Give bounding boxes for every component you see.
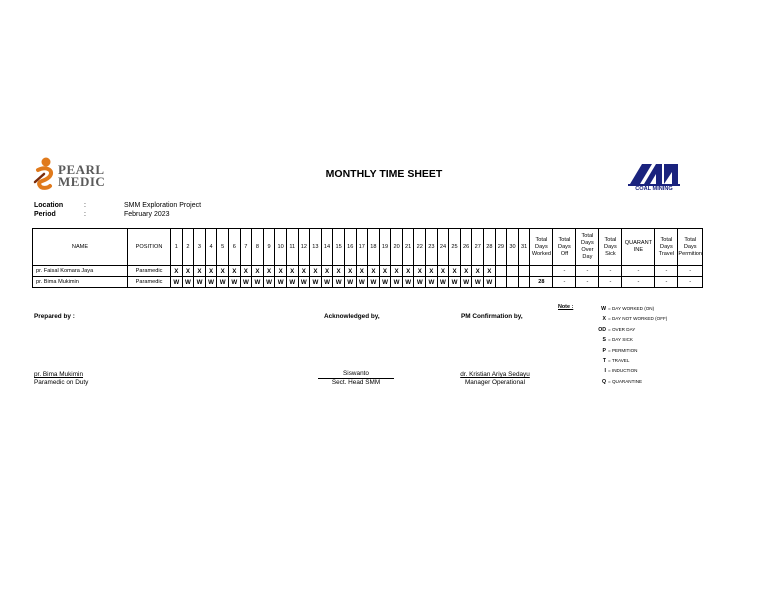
- employee-name-cell: pr. Faisal Komara Jaya: [33, 266, 128, 277]
- pm-role: Manager Operational: [464, 379, 526, 386]
- prepared-by-label: Prepared by :: [34, 313, 75, 320]
- day-column-header: 14: [321, 229, 333, 266]
- total-header-line: INE: [633, 247, 644, 253]
- total-header-line: QUARANT: [624, 240, 653, 246]
- timesheet-table: [32, 228, 703, 288]
- day-column-header: 18: [368, 229, 380, 266]
- day-mark-cell: W: [426, 277, 438, 288]
- day-column-header: 13: [310, 229, 322, 266]
- day-column-header: 27: [472, 229, 484, 266]
- total-value-cell: -: [576, 266, 599, 277]
- day-mark-cell: W: [240, 277, 252, 288]
- total-header-line: Days: [558, 243, 571, 250]
- day-mark-cell: W: [437, 277, 449, 288]
- day-mark-cell: W: [356, 277, 368, 288]
- total-value-cell: -: [678, 277, 703, 288]
- day-mark-cell: X: [321, 266, 333, 277]
- legend-key: I: [604, 368, 606, 375]
- day-mark-cell: X: [252, 266, 264, 277]
- day-mark-cell: [518, 277, 530, 288]
- total-header-line: Total: [558, 236, 571, 243]
- day-mark-cell: [518, 266, 530, 277]
- day-mark-cell: W: [182, 277, 194, 288]
- legend-desc: = DAY WORKED (ON): [608, 306, 655, 311]
- day-mark-cell: W: [460, 277, 472, 288]
- day-mark-cell: W: [286, 277, 298, 288]
- day-column-header: 9: [263, 229, 275, 266]
- total-header-line: Total: [660, 236, 673, 243]
- acknowledged-role: Sect. Head SMM: [331, 379, 381, 386]
- day-mark-cell: W: [321, 277, 333, 288]
- day-mark-cell: W: [228, 277, 240, 288]
- day-column-header: 8: [252, 229, 264, 266]
- period-label: Period: [34, 211, 56, 218]
- logo-line-2: MEDIC: [58, 174, 106, 189]
- day-mark-cell: W: [391, 277, 403, 288]
- day-mark-cell: W: [344, 277, 356, 288]
- legend-key: X: [602, 316, 606, 323]
- total-header-line: Total: [604, 236, 617, 243]
- logo-line-1: PEARL: [58, 162, 105, 177]
- location-colon: :: [84, 202, 86, 209]
- day-column-header: 21: [402, 229, 414, 266]
- name-column-header: NAME: [33, 229, 128, 266]
- day-mark-cell: X: [240, 266, 252, 277]
- day-column-header: 17: [356, 229, 368, 266]
- total-header-line: Total: [581, 233, 594, 239]
- day-mark-cell: W: [449, 277, 461, 288]
- legend-key: OD: [598, 326, 606, 333]
- period-value: February 2023: [124, 211, 170, 218]
- position-cell: Paramedic: [128, 277, 171, 288]
- day-column-header: 1: [171, 229, 183, 266]
- total-header-line: Days: [604, 243, 617, 250]
- total-header-line: Total: [684, 236, 697, 243]
- day-mark-cell: W: [171, 277, 183, 288]
- total-value-cell: -: [576, 277, 599, 288]
- legend-desc: = PERMITION: [608, 347, 638, 353]
- day-column-header: 6: [228, 229, 240, 266]
- total-value-cell: -: [599, 266, 622, 277]
- legend-key: P: [602, 347, 606, 354]
- day-mark-cell: [507, 277, 519, 288]
- legend-key: Q: [601, 378, 606, 385]
- day-column-header: 11: [286, 229, 298, 266]
- day-mark-cell: W: [484, 277, 496, 288]
- day-column-header: 20: [391, 229, 403, 266]
- day-column-header: 15: [333, 229, 345, 266]
- day-mark-cell: [495, 266, 507, 277]
- day-mark-cell: X: [182, 266, 194, 277]
- day-mark-cell: X: [437, 266, 449, 277]
- day-column-header: 4: [205, 229, 217, 266]
- day-column-header: 28: [484, 229, 496, 266]
- day-mark-cell: W: [414, 277, 426, 288]
- legend-desc: = INDUCTION: [608, 368, 638, 374]
- total-header-line: Day: [582, 254, 593, 260]
- table-header-row: [33, 229, 703, 266]
- day-mark-cell: X: [263, 266, 275, 277]
- day-column-header: 23: [426, 229, 438, 266]
- total-value-cell: 28: [530, 277, 553, 288]
- legend-desc: = DAY SICK: [608, 337, 633, 343]
- day-column-header: 3: [194, 229, 206, 266]
- day-mark-cell: X: [344, 266, 356, 277]
- day-mark-cell: X: [310, 266, 322, 277]
- legend-item: [594, 346, 667, 356]
- prepared-role: Paramedic on Duty: [34, 379, 89, 386]
- legend-desc: = OVER DAY: [608, 326, 636, 332]
- day-mark-cell: W: [298, 277, 310, 288]
- total-column-header: [678, 229, 703, 266]
- pm-name: dr. Kristian Ariya Sedayu: [460, 371, 530, 378]
- day-mark-cell: X: [449, 266, 461, 277]
- legend-item: [594, 304, 667, 314]
- day-mark-cell: X: [217, 266, 229, 277]
- day-mark-cell: W: [205, 277, 217, 288]
- day-mark-cell: W: [333, 277, 345, 288]
- day-mark-cell: X: [286, 266, 298, 277]
- day-column-header: 12: [298, 229, 310, 266]
- total-header-line: Permition: [678, 250, 703, 257]
- day-column-header: 31: [518, 229, 530, 266]
- day-mark-cell: X: [484, 266, 496, 277]
- total-value-cell: -: [622, 277, 655, 288]
- total-column-header: [655, 229, 678, 266]
- total-column-header: [622, 229, 655, 266]
- day-mark-cell: X: [391, 266, 403, 277]
- total-value-cell: -: [553, 266, 576, 277]
- total-header-line: Over: [581, 247, 594, 253]
- day-mark-cell: X: [356, 266, 368, 277]
- logo-caption: COAL MINING: [635, 186, 673, 192]
- day-mark-cell: W: [379, 277, 391, 288]
- note-label: Note :: [558, 304, 574, 310]
- total-column-header: [576, 229, 599, 266]
- total-header-line: Travel: [658, 250, 675, 257]
- day-mark-cell: X: [333, 266, 345, 277]
- legend-item: [594, 335, 667, 345]
- day-column-header: 25: [449, 229, 461, 266]
- day-column-header: 7: [240, 229, 252, 266]
- total-column-header: [599, 229, 622, 266]
- day-column-header: 19: [379, 229, 391, 266]
- total-value-cell: -: [553, 277, 576, 288]
- day-mark-cell: W: [263, 277, 275, 288]
- day-column-header: 10: [275, 229, 287, 266]
- total-value-cell: [530, 266, 553, 277]
- day-mark-cell: X: [472, 266, 484, 277]
- legend-desc: = TRAVEL: [608, 358, 630, 364]
- day-mark-cell: X: [275, 266, 287, 277]
- day-mark-cell: X: [194, 266, 206, 277]
- table-row: [33, 277, 703, 288]
- position-column-header: POSITION: [128, 229, 171, 266]
- legend-key: S: [602, 337, 606, 344]
- legend-desc: = DAY NOT WORKED (OFF): [608, 316, 668, 322]
- day-column-header: 2: [182, 229, 194, 266]
- day-mark-cell: X: [402, 266, 414, 277]
- total-value-cell: -: [655, 277, 678, 288]
- total-header-line: Sick: [605, 250, 616, 257]
- employee-name-cell: pr. Bima Mukimin: [33, 277, 128, 288]
- legend-key: W: [601, 306, 606, 312]
- legend-item: [594, 314, 667, 324]
- day-mark-cell: W: [402, 277, 414, 288]
- day-mark-cell: W: [275, 277, 287, 288]
- location-value: SMM Exploration Project: [124, 202, 202, 209]
- day-mark-cell: W: [472, 277, 484, 288]
- legend-desc: = QUARANTINE: [608, 378, 643, 384]
- day-mark-cell: [495, 277, 507, 288]
- total-header-line: Worked: [531, 250, 551, 257]
- legend-list: [594, 304, 667, 387]
- day-mark-cell: X: [228, 266, 240, 277]
- total-column-header: [553, 229, 576, 266]
- day-column-header: 16: [344, 229, 356, 266]
- period-colon: :: [84, 211, 86, 218]
- total-header-line: Days: [535, 243, 548, 250]
- day-column-header: 26: [460, 229, 472, 266]
- legend-item: [594, 366, 667, 376]
- legend-key: T: [602, 358, 606, 365]
- pm-confirmation-label: PM Confirmation by,: [461, 313, 523, 320]
- day-column-header: 29: [495, 229, 507, 266]
- total-value-cell: -: [655, 266, 678, 277]
- total-value-cell: -: [678, 266, 703, 277]
- day-mark-cell: W: [217, 277, 229, 288]
- day-mark-cell: X: [205, 266, 217, 277]
- day-mark-cell: X: [414, 266, 426, 277]
- legend-item: [594, 377, 667, 387]
- total-value-cell: -: [622, 266, 655, 277]
- total-value-cell: -: [599, 277, 622, 288]
- day-mark-cell: X: [426, 266, 438, 277]
- acknowledged-name: Siswanto: [318, 370, 394, 379]
- day-column-header: 30: [507, 229, 519, 266]
- day-mark-cell: X: [379, 266, 391, 277]
- day-column-header: 5: [217, 229, 229, 266]
- position-cell: Paramedic: [128, 266, 171, 277]
- total-header-line: Days: [660, 243, 673, 250]
- location-label: Location: [34, 202, 64, 209]
- total-header-line: Days: [581, 240, 594, 246]
- page-title: MONTHLY TIME SHEET: [325, 168, 443, 180]
- legend-item: [594, 356, 667, 366]
- day-mark-cell: X: [171, 266, 183, 277]
- acknowledged-by-label: Acknowledged by,: [324, 313, 380, 320]
- total-header-line: Days: [683, 243, 697, 250]
- total-header-line: Off: [560, 250, 569, 257]
- legend-item: [594, 325, 667, 335]
- day-mark-cell: X: [460, 266, 472, 277]
- day-mark-cell: X: [368, 266, 380, 277]
- prepared-name: pr. Bima Mukimin: [34, 371, 84, 378]
- day-column-header: 22: [414, 229, 426, 266]
- day-mark-cell: W: [194, 277, 206, 288]
- day-mark-cell: W: [310, 277, 322, 288]
- day-column-header: 24: [437, 229, 449, 266]
- day-mark-cell: X: [298, 266, 310, 277]
- day-mark-cell: W: [368, 277, 380, 288]
- total-column-header: [530, 229, 553, 266]
- table-row: [33, 266, 703, 277]
- day-mark-cell: [507, 266, 519, 277]
- total-header-line: Total: [535, 236, 548, 243]
- day-mark-cell: W: [252, 277, 264, 288]
